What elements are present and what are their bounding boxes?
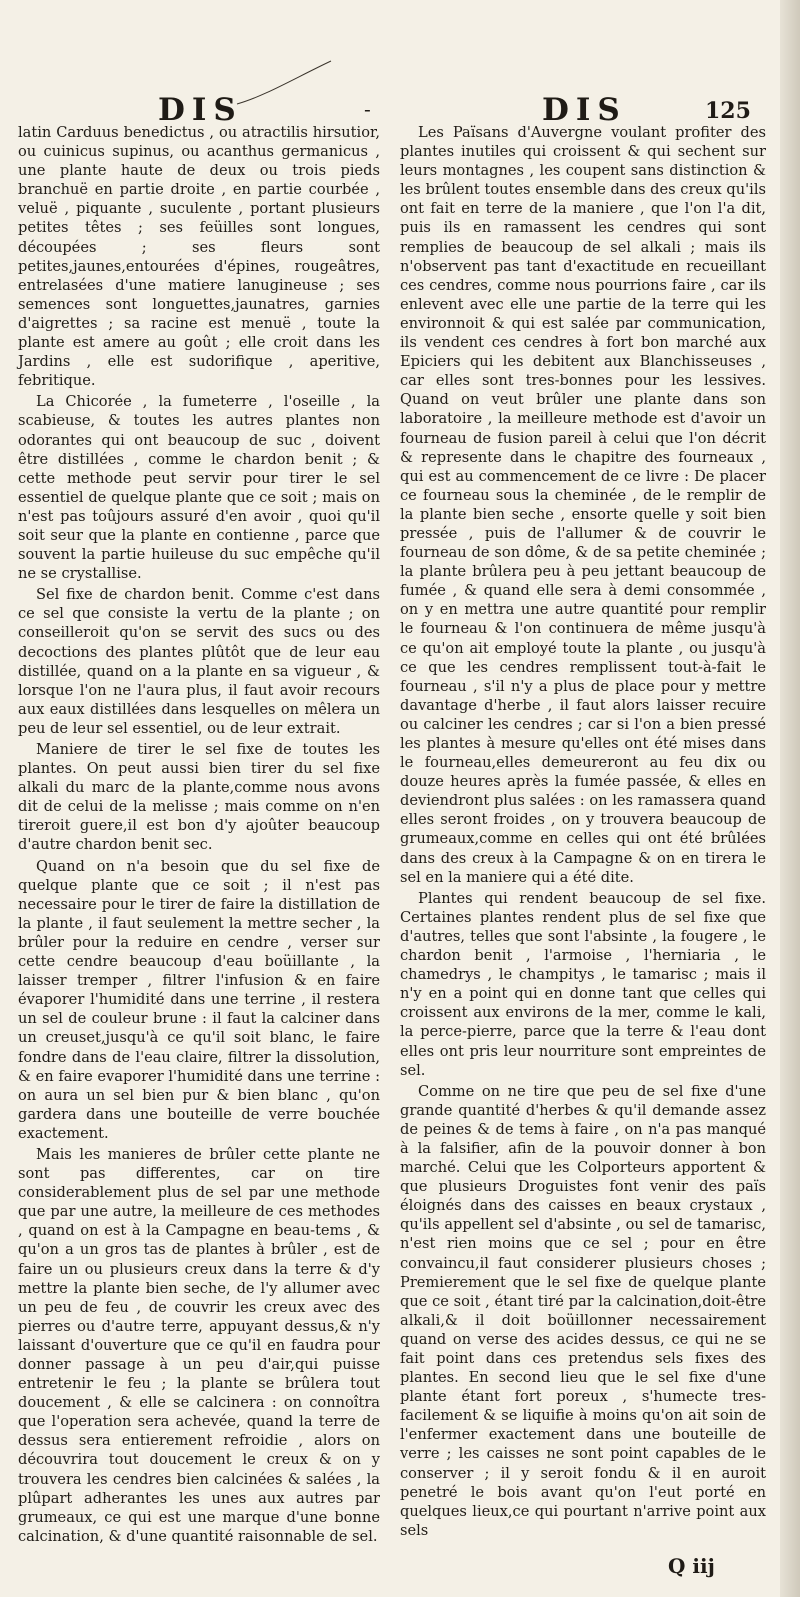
- paragraph: Les Païsans d'Auvergne voulant profiter des plantes inutiles qui croissent & qui sechent sur leurs montagnes , les coupent sans distinction & les brûlent toutes ensemble dans des creux qu'ils ont fait en terre de la maniere , que l'on l'a dit, puis ils en ramassent les cendres qui sont remplies de beaucoup de sel alkali ; mais ils n'observent pas tant d'exactitude en recueillant ces cendres, comme nous pourrions faire , car ils enlevent avec elle une partie de la terre qui les environnoit & qui est salée par communication, ils vendent ces cendres à fort bon marché aux Epiciers qui les debitent aux Blanchisseuses , car elles sont tres-bonnes pour les lessives. Quand on veut brûler une plante dans son laboratoire , la meilleure methode est d'avoir un fourneau de fusion pareil à celui que l'on décrit & represente dans le chapitre des fourneaux , qui est au commencement de ce livre : De placer ce fourneau sous la cheminée , de le remplir de la plante bien seche , ensorte quelle y soit bien pressée , puis de l'allumer & de couvrir le fourneau de son dôme, & de sa petite cheminée ; la plante brûlera peu à peu jettant beaucoup de fumée , & quand elle sera à demi consommée , on y en mettra une autre quantité pour remplir le fourneau & l'on continuera de même jusqu'à ce qu'on ait employé toute la plante , ou jusqu'à ce que les cendres remplissent tout-à-fait le fourneau , s'il n'y a plus de place pour y mettre davantage d'herbe , il faut alors laisser recuire ou calciner les cendres ; car si l'on a bien pressé les plantes à mesure qu'elles ont été mises dans le fourneau,elles demeureront au feu dix ou douze heures après la fumée passée, & elles en deviendront plus salées : on les ramassera quand elles seront froides , on y trouvera beaucoup de grumeaux,comme en celles qui ont été brûlées dans des creux à la Campagne & on en tirera le sel en la maniere qui a été dite.: [400, 124, 766, 886]
- paragraph: La Chicorée , la fumeterre , l'oseille , la scabieuse, & toutes les autres plantes non odorantes qui ont beaucoup de suc , doivent être distillées , comme le chardon benit ; & cette methode peut servir pour tirer le sel essentiel de quelque plante que ce soit ; mais on n'est pas toûjours assuré d'en avoir , quoi qu'il soit seur que la plante en contienne , parce que souvent la partie huileuse du suc empêche qu'il ne se crystallise.: [18, 393, 380, 583]
- left-column: [18, 123, 380, 1548]
- signature-mark: Q iij: [668, 1554, 715, 1578]
- running-head-left: DIS: [158, 92, 243, 128]
- paragraph: latin Carduus benedictus , ou atractilis hirsutior, ou cuinicus supinus, ou acanthus germanicus , une plante haute de deux ou trois pieds branchuë en partie droite , en partie courbée , veluë , piquante , suculente , portant plusieurs petites têtes ; ses feüilles sont longues, découpées ; ses fleurs sont petites,jaunes,entourées d'épines, rougeâtres, entrelasées d'une matiere lanugineuse ; ses semences sont longuettes,jaunatres, garnies d'aigrettes ; sa racine est menuë , toute la plante est amere au goût ; elle croit dans les Jardins , elle est sudorifique , aperitive, febritique.: [18, 124, 380, 390]
- paragraph: Maniere de tirer le sel fixe de toutes les plantes. On peut aussi bien tirer du sel fixe alkali du marc de la plante,comme nous avons dit de celui de la melisse ; mais comme on n'en tireroit guere,il est bon d'y ajoûter beaucoup d'autre chardon benit sec.: [18, 741, 380, 854]
- paragraph: Comme on ne tire que peu de sel fixe d'une grande quantité d'herbes & qu'il demande assez de peines & de tems à faire , on n'a pas manqué à la falsifier, afin de la pouvoir donner à bon marché. Celui que les Colporteurs apportent & que plusieurs Droguistes font venir des païs éloignés dans des caisses en beaux crystaux , qu'ils appellent sel d'absinte , ou sel de tamarisc, n'est rien moins que ce sel ; pour en être convaincu,il faut considerer plusieurs choses ; Premierement que le sel fixe de quelque plante que ce soit , étant tiré par la calcination,doit-être alkali,& il doit boüillonner necessairement quand on verse des acides dessus, ce qui ne se fait point dans ces pretendus sels fixes des plantes. En second lieu que le sel fixe d'une plante étant fort poreux , s'humecte tres-facilement & se liquifie à moins qu'on ait soin de l'enfermer exactement dans une bouteille de verre ; les caisses ne sont point capables de le conserver ; il y seroit fondu & il en auroit penetré le bois avant qu'on l'eut porté en quelques lieux,ce qui pourtant n'arrive point aux sels: [400, 1082, 766, 1539]
- paragraph: Sel fixe de chardon benit. Comme c'est dans ce sel que consiste la vertu de la plante ; on conseilleroit qu'on se servit des sucs ou des decoctions des plantes plûtôt que de leur eau distillée, quand on a la plante en sa vigueur , & lorsque l'on ne l'aura plus, il faut avoir recours aux eaux distillées dans lesquelles on mêlera un peu de leur sel essentiel, ou de leur extrait.: [18, 586, 380, 737]
- paragraph: Plantes qui rendent beaucoup de sel fixe. Certaines plantes rendent plus de sel fixe que d'autres, telles que sont l'absinte , la fougere , le chardon benit , l'armoise , l'herniaria , le chamedrys , le champitys , le tamarisc ; mais il n'y en a point qui en donne tant que celles qui croissent aux environs de la mer, comme le kali, la perce-pierre, parce que la terre & l'eau dont elles ont pris leur nourriture sont empreintes de sel.: [400, 889, 766, 1079]
- page-number: 125: [705, 98, 751, 124]
- right-column: [400, 123, 766, 1542]
- paragraph: Quand on n'a besoin que du sel fixe de quelque plante que ce soit ; il n'est pas necessaire pour le tirer de faire la distillation de la plante , il faut seulement la mettre secher , la brûler pour la reduire en cendre , verser sur cette cendre beaucoup d'eau boüillante , la laisser tremper , filtrer l'infusion & en faire évaporer l'humidité dans une terrine , il restera un sel de couleur brune : il faut la calciner dans un creuset,jusqu'à ce qu'il soit blanc, le faire fondre dans de l'eau claire, filtrer la dissolution, & en faire evaporer l'humidité dans une terrine : on aura un sel bien pur & bien blanc , qu'on gardera dans une bouteille de verre bouchée exactement.: [18, 857, 380, 1142]
- pen-stroke-mark: [235, 58, 335, 108]
- page-gutter: [780, 0, 800, 1597]
- running-head-right: DIS: [542, 92, 627, 128]
- paragraph: Mais les manieres de brûler cette plante ne sont pas differentes, car on tire considerablement plus de sel par une methode que par une autre, la meilleure de ces methodes , quand on est à la Campagne en beau-tems , & qu'on a un gros tas de plantes à brûler , est de faire un ou plusieurs creux dans la terre & d'y mettre la plante bien seche, de l'y allumer avec un peu de feu , de couvrir les creux avec des pierres ou d'autre terre, appuyant dessus,& n'y laissant d'ouverture que ce qu'il en faudra pour donner passage à un peu d'air,qui puisse entretenir le feu ; la plante se brûlera tout doucement , & elle se calcinera : on connoîtra que l'operation sera achevée, quand la terre de dessus sera entierement refroidie , alors on découvrira tout doucement le creux & on y trouvera les cendres bien calcinées & salées , la plûpart adherantes les unes aux autres par grumeaux, ce qui est une marque d'une bonne calcination, & d'une quantité raisonnable de sel.: [18, 1145, 380, 1545]
- running-head-dash: -: [364, 97, 371, 121]
